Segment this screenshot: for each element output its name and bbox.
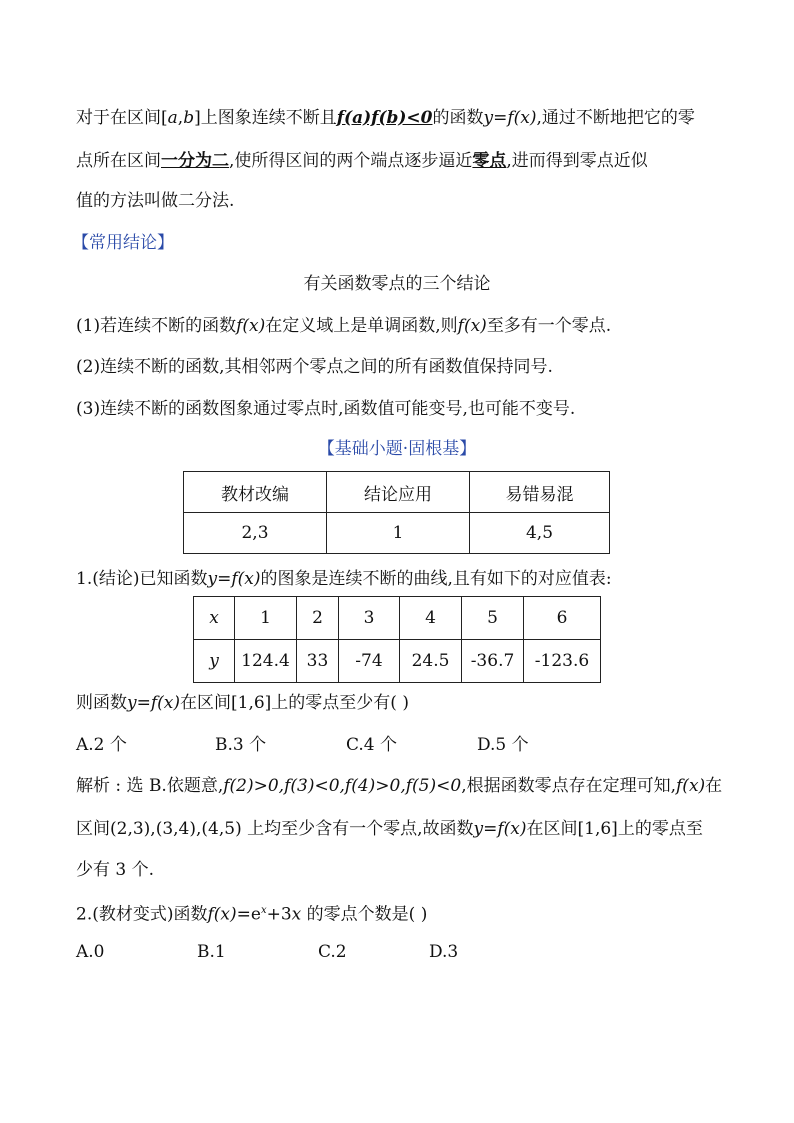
table-cell: 2 <box>297 597 339 640</box>
table-cell: -74 <box>339 640 400 683</box>
keyword-bisect: 一分为二 <box>161 151 229 171</box>
table-row <box>184 472 610 513</box>
table-cell: 5 <box>462 597 524 640</box>
q1-option-c: C.4 个 <box>346 735 398 755</box>
conclusion-1: (1)若连续不断的函数f(x)在定义域上是单调函数,则f(x)至多有一个零点. <box>76 316 612 336</box>
table-cell: 124.4 <box>235 640 297 683</box>
conclusion-2: (2)连续不断的函数,其相邻两个零点之间的所有函数值保持同号. <box>76 357 553 377</box>
table-header-cell: 教材改编 <box>184 472 327 513</box>
definition-line-3: 值的方法叫做二分法. <box>76 191 235 211</box>
table-cell: 1 <box>327 513 470 554</box>
x-label-cell: x <box>194 597 235 640</box>
q1-solution-line-1: 解析 : 选 B.依题意,f(2)>0,f(3)<0,f(4)>0,f(5)<0,根据函数零点存在定理可知,f(x)在 <box>76 776 723 796</box>
table-cell: 4,5 <box>470 513 610 554</box>
table-cell: 3 <box>339 597 400 640</box>
q1-option-d: D.5 个 <box>477 735 529 755</box>
section-subtitle: 有关函数零点的三个结论 <box>303 274 491 294</box>
table-row <box>184 513 610 554</box>
y-label-cell: y <box>194 640 235 683</box>
section-header-common: 【常用结论】 <box>72 233 174 253</box>
conclusion-3: (3)连续不断的函数图象通过零点时,函数值可能变号,也可能不变号. <box>76 399 576 419</box>
definition-line-1: 对于在区间[a,b]上图象连续不断且f(a)f(b)<0的函数y=f(x),通过不断地把它的零 <box>76 108 695 128</box>
q1-solution-line-3: 少有 3 个. <box>76 860 155 880</box>
table-cell: 1 <box>235 597 297 640</box>
table-row <box>194 640 601 683</box>
table-header-cell: 结论应用 <box>327 472 470 513</box>
q2-option-c: C.2 <box>318 942 347 962</box>
q1-solution-line-2: 区间(2,3),(3,4),(4,5) 上均至少含有一个零点,故函数y=f(x)在区间[1,6]上的零点至 <box>76 819 703 839</box>
keyword-zero: 零点 <box>472 151 507 171</box>
table-cell: 6 <box>524 597 601 640</box>
condition-text: f(a)f(b)<0 <box>336 108 433 128</box>
q2-option-a: A.0 <box>76 942 105 962</box>
definition-line-2: 点所在区间一分为二,使所得区间的两个端点逐步逼近零点,进而得到零点近似 <box>76 151 648 171</box>
q2-stem: 2.(教材变式)函数$f(x)=e^x+3x$ 的零点个数是( ) <box>76 904 428 925</box>
q1-option-b: B.3 个 <box>215 735 267 755</box>
table-cell: 2,3 <box>184 513 327 554</box>
q1-option-a: A.2 个 <box>76 735 127 755</box>
table-cell: 4 <box>400 597 462 640</box>
q1-ask: 则函数y=f(x)在区间[1,6]上的零点至少有( ) <box>76 693 409 713</box>
section-header-basic: 【基础小题·固根基】 <box>317 439 477 459</box>
table-row <box>194 597 601 640</box>
value-table <box>193 596 601 683</box>
q2-option-b: B.1 <box>197 942 226 962</box>
table-cell: 24.5 <box>400 640 462 683</box>
q1-stem: 1.(结论)已知函数y=f(x)的图象是连续不断的曲线,且有如下的对应值表: <box>76 569 612 589</box>
table-header-cell: 易错易混 <box>470 472 610 513</box>
table-cell: -36.7 <box>462 640 524 683</box>
q2-option-d: D.3 <box>429 942 459 962</box>
table-cell: -123.6 <box>524 640 601 683</box>
category-table <box>183 471 610 554</box>
table-cell: 33 <box>297 640 339 683</box>
